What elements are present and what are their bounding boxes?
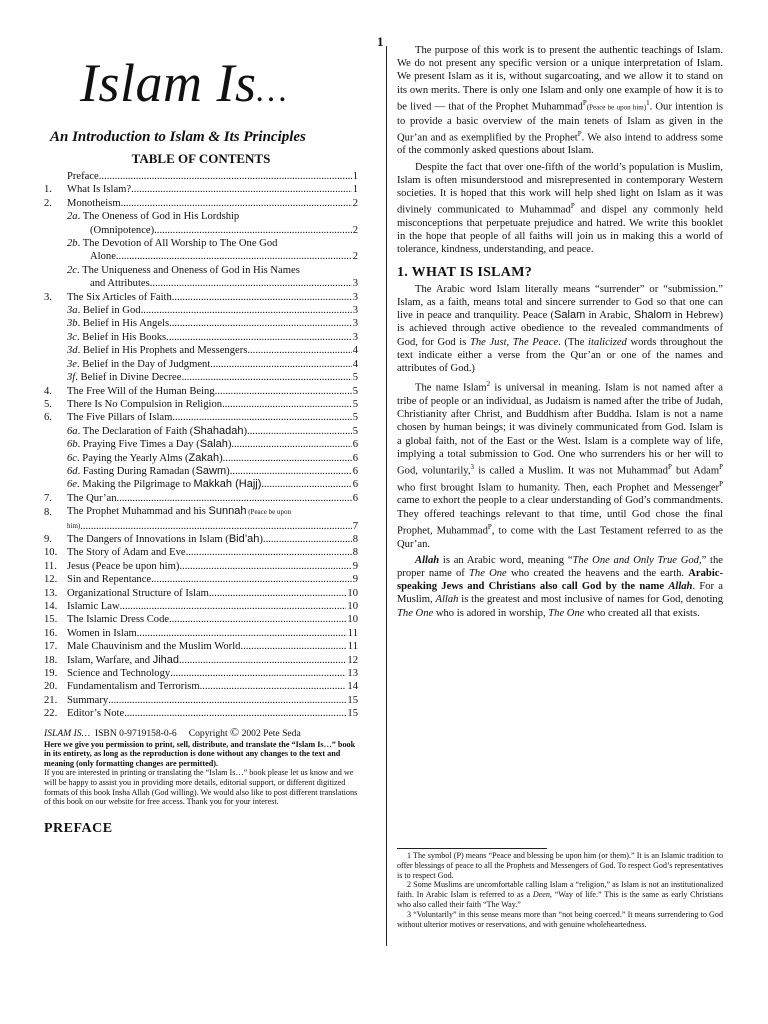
- table-of-contents: [44, 170, 358, 721]
- toc-entry-12[interactable]: 12. Sin and Repentance ..... 9: [44, 573, 358, 586]
- toc-entry-14[interactable]: 14. Islamic Law ..... 10: [44, 600, 358, 613]
- toc-entry-11[interactable]: 11. Jesus (Peace be upon him) ..... 9: [44, 560, 358, 573]
- book-title: Islam Is…: [80, 53, 288, 113]
- toc-entry-20[interactable]: 20. Fundamentalism and Terrorism ..... 14: [44, 680, 358, 693]
- toc-entry-preface[interactable]: Preface ..... 1: [44, 170, 358, 183]
- footnote-3: 3 “Voluntarily” in this sense means more than “not being coerced.” It means surrendering to God without ulterior motives or reservations, and with genuine wholeheartedness.: [397, 909, 723, 929]
- toc-entry-16[interactable]: 16. Women in Islam ..... 11: [44, 627, 358, 640]
- toc-entry-2c[interactable]: 2c. The Uniqueness and Oneness of God in His Names and Attributes ..... 3: [44, 264, 358, 291]
- section-heading-what-is-islam: 1. WHAT IS ISLAM?: [397, 264, 533, 280]
- toc-entry-2b[interactable]: 2b. The Devotion of All Worship to The One God Alone ..... 2: [44, 237, 358, 264]
- footnote-2: 2 Some Muslims are uncomfortable calling Islam a “religion,” as Islam is not an institutionalized faith. In Arabic Islam is referred to as a Deen, “Way of life.” This is the same as early Christians who also called their faith “The Way.”: [397, 880, 724, 909]
- toc-entry-13[interactable]: 13. Organizational Structure of Islam ..... 10: [44, 587, 358, 600]
- what-is-islam-paragraph-2: The name Islam$^2$ is universal in meaning. Islam is not named after a tribe of people or an individual, as Judaism is named after the tribe of Judah, Christianity after Christ, and Buddhism after Buddha. Islam is not a name chosen by human beings; it was divinely communicated from God. Islam is a global faith, not of the East or the West. Islam is a complete way of life, implying a total submission to God. One who surrenders his or her will to God, voluntarily,$^3$ is called a Muslim. It was not Muhammad$^P$ but Adam$^P$ who first brought Islam to humanity. Then, each Prophet and Messenger$^P$ came to exhort the people to a clear understanding of God’s commandments. They offered teachings relevant to that time, until God chose the final Prophet, Muhammad$^P$, to come with the Last Testament referred to as the Qur’an.: [397, 380, 724, 550]
- toc-entry-22[interactable]: 22. Editor’s Note ..... 15: [44, 707, 358, 720]
- toc-entry-21[interactable]: 21. Summary ..... 15: [44, 694, 358, 707]
- intro-paragraph-1: The purpose of this work is to present the authentic teachings of Islam. We do not present any specific version or a unique interpretation of Islam. We present Islam as it is, without sugarcoating, and we allow it to stand on its own merits. There is only one Islam and only one example of how it is to be lived — that of the Prophet Muhammad$^P$(Peace be upon him)$^1$. Our intention is to provide a basic overview of the main tenets of Islam as given in the Qur’an and as exemplified by the Prophet$^P$. We also intend to address some of the commonly asked questions about Islam.: [397, 45, 723, 157]
- toc-entry-6a[interactable]: 6a . The Declaration of Faith (Shahadah) ..... 5: [44, 425, 358, 438]
- toc-entry-7[interactable]: 7. The Qur’an ..... 6: [44, 492, 358, 505]
- toc-entry-5[interactable]: 5. There Is No Compulsion in Religion ..... 5: [44, 398, 358, 411]
- toc-entry-3b[interactable]: 3b . Belief in His Angels ..... 3: [44, 317, 358, 330]
- toc-entry-2a[interactable]: 2a. The Oneness of God in His Lordship (Omnipotence) ..... 2: [44, 210, 358, 237]
- footnote-1: 1 The symbol (P) means “Peace and blessing be upon him (or them).” It is an Islamic tradition to offer blessings of peace to all the Prophets and Messengers of God. To respect God’s representatives is to respect God.: [397, 851, 723, 880]
- copyright-line: ISLAM IS… ISBN 0-9719158-0-6 Copyright © 2002 Pete Seda: [44, 724, 301, 739]
- toc-entry-3a[interactable]: 3a . Belief in God ..... 3: [44, 304, 358, 317]
- allah-paragraph: Allah is an Arabic word, meaning “The One and Only True God,” the proper name of The One who created the heavens and the earth. Arabic-speaking Jews and Christians also call God by the name Allah. For a Muslim, Allah is the greatest and most inclusive of names for God, denoting The One who is adored in worship, The One who created all that exists.: [397, 554, 724, 619]
- book-subtitle: An Introduction to Islam & Its Principles: [50, 129, 306, 145]
- toc-entry-3e[interactable]: 3e . Belief in the Day of Judgment ..... 4: [44, 358, 358, 371]
- left-column: [44, 50, 358, 837]
- permission-notice: Here we give you permission to print, sell, distribute, and translate the “Islam Is…” book in its entirety, as long as the reproduction is done without any changes to the text and meaning (only formatting changes are permitted).: [44, 739, 356, 768]
- toc-entry-6b[interactable]: 6b . Praying Five Times a Day (Salah) ..... 6: [44, 438, 358, 451]
- intro-paragraph-2: Despite the fact that over one-fifth of the world’s population is Muslim, Islam is often misunderstood and misrepresented in contemporary Western societies. It is hoped that this work will help shed light on Islam as it was divinely communicated to Muhammad$^P$ and dispel any commonly held misconceptions that perpetuate prejudice and hatred. We write this booklet in the hope that people of all faiths will join us in making this a world of tolerance, kindness, understanding, and peace.: [397, 161, 723, 256]
- toc-entry-1[interactable]: 1. What Is Islam? ..... 1: [44, 183, 358, 196]
- toc-entry-9[interactable]: 9. The Dangers of Innovations in Islam (Bid’ah) ..... 8: [44, 533, 358, 546]
- interest-notice: If you are interested in printing or translating the “Islam Is…” book please let us know and we will be happy to assist you in providing more details, editorial support, or different digitized formats of this book Insha Allah (God willing). We would also like to post different translations of this book on our website for free access. Thank you for your interest.: [44, 768, 358, 807]
- toc-entry-3c[interactable]: 3c . Belief in His Books ..... 3: [44, 331, 358, 344]
- toc-entry-10[interactable]: 10. The Story of Adam and Eve ..... 8: [44, 546, 358, 559]
- toc-entry-8[interactable]: 8. The Prophet Muhammad and his Sunnah (Peace be upon him) ..... 7: [44, 505, 358, 533]
- toc-heading: TABLE OF CONTENTS: [131, 151, 271, 166]
- toc-entry-6c[interactable]: 6c . Paying the Yearly Alms (Zakah) ..... 6: [44, 452, 358, 465]
- footnotes: [397, 851, 723, 929]
- toc-entry-4[interactable]: 4. The Free Will of the Human Being ..... 5: [44, 385, 358, 398]
- footnote-rule: [397, 848, 547, 849]
- right-column: [397, 44, 723, 620]
- toc-entry-19[interactable]: 19. Science and Technology ..... 13: [44, 667, 358, 680]
- toc-entry-3d[interactable]: 3d . Belief in His Prophets and Messengers ..... 4: [44, 344, 358, 357]
- toc-entry-3f[interactable]: 3f . Belief in Divine Decree ..... 5: [44, 371, 358, 384]
- what-is-islam-paragraph-1: The Arabic word Islam literally means “surrender” or “submission.” Islam, as a faith, means total and sincere surrender to God so that one can live in peace and tranquility. Peace (Salam in Arabic, Shalom in Hebrew) is achieved through active obedience to the revealed commandments of God, for God is The Just, The Peace. (The italicized words throughout the text indicate either a verse from the Qur’an or one of the names and attributes of God.): [397, 283, 723, 375]
- toc-entry-18[interactable]: 18. Islam, Warfare, and Jihad ..... 12: [44, 654, 358, 667]
- column-divider: [386, 46, 387, 946]
- toc-entry-15[interactable]: 15. The Islamic Dress Code ..... 10: [44, 613, 358, 626]
- toc-entry-6d[interactable]: 6d . Fasting During Ramadan (Sawm) ..... 6: [44, 465, 358, 478]
- toc-entry-2[interactable]: 2. Monotheism ..... 2: [44, 197, 358, 210]
- toc-entry-17[interactable]: 17. Male Chauvinism and the Muslim World ..... 11: [44, 640, 358, 653]
- toc-entry-6e[interactable]: 6e . Making the Pilgrimage to Makkah (Hajj) ..... 6: [44, 478, 358, 491]
- toc-entry-6[interactable]: 6. The Five Pillars of Islam ..... 5: [44, 411, 358, 424]
- preface-heading: PREFACE: [44, 820, 113, 836]
- page-number: 1: [377, 34, 384, 49]
- toc-entry-3[interactable]: 3. The Six Articles of Faith ..... 3: [44, 291, 358, 304]
